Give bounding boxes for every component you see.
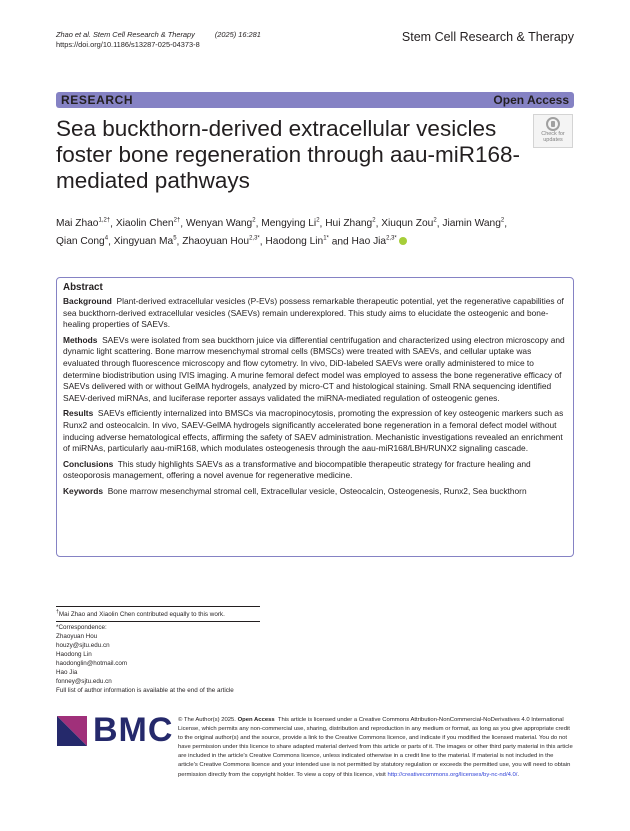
citation-volume: (2025) 16:281 xyxy=(214,30,261,39)
contact-email[interactable]: haodonglin@hotmail.com xyxy=(56,660,128,667)
abstract-results: Results SAEVs efficiently internalized into BMSCs via macropinocytosis, promoting the expression of key osteogenic markers such as Runx2 and osteocalcin. In vivo, SAEV-GelMA hydrogels significantly accelerated bone regeneration in a femoral defect model without inducing adverse hematological effects, affirming the safety of SAEV administration. Mechanistic investigations revealed an enrichment of miRNAs, particularly aau-miR168, which modulates osteogenesis through the aau-miR168/LBH/RUNX2 signaling cascade. xyxy=(63,408,564,454)
article-type: RESEARCH xyxy=(61,93,134,107)
running-header-citation xyxy=(56,30,261,50)
author-info-note: Full list of author information is available at the end of the article xyxy=(56,687,234,694)
contact-name: Zhaoyuan Hou xyxy=(56,633,98,640)
article-title: Sea buckthorn-derived extracellular vesicles foster bone regeneration through aau-miR168-mediated pathways xyxy=(56,116,521,193)
author: Hui Zhang$^2$ xyxy=(325,218,376,230)
author: Xiaolin Chen$^{2\dagger}$ xyxy=(115,218,181,230)
article-type-banner xyxy=(56,92,574,108)
doi-link[interactable]: https://doi.org/10.1186/s13287-025-04373-8 xyxy=(56,40,200,49)
author: Qian Cong$^4$ xyxy=(56,235,109,248)
bmc-logo-icon xyxy=(57,716,87,746)
abstract-heading: Abstract xyxy=(63,282,103,293)
license-link[interactable]: http://creativecommons.org/licenses/by-nc-nd/4.0/ xyxy=(387,771,518,778)
footnote-divider xyxy=(56,606,260,607)
author: Mai Zhao$^{1,2\dagger}$ xyxy=(56,218,111,230)
check-for-updates-badge[interactable] xyxy=(533,114,573,148)
contact-name: Haodong Lin xyxy=(56,651,92,658)
footnote-divider-2 xyxy=(56,621,260,622)
author-list: Mai Zhao$^{1,2\dagger}$, Xiaolin Chen$^{2\dagger}$, Wenyan Wang$^2$, Mengying Li$^2$, Hui Zhang$^2$, Xiuqun Zou$^2$, Jiamin Wang$^2$, Qian Cong$^4$, Xingyuan Ma$^5$, Zhaoyuan Hou$^{2,3*}$, Haodong Lin$^{1*}$ and Hao Jia$^{2,3*}$ xyxy=(56,218,508,248)
author: Haodong Lin$^{1*}$ xyxy=(265,235,329,248)
bmc-logo-text: BMC xyxy=(93,711,174,749)
open-access-label: Open Access xyxy=(493,93,569,107)
abstract-conclusions: Conclusions This study highlights SAEVs as a transformative and biocompatible therapeutic strategy for fracture healing and osteoporosis management, offering a novel avenue for regenerative medicine. xyxy=(63,458,531,481)
author: Xingyuan Ma$^5$ xyxy=(113,235,177,248)
bookmark-icon xyxy=(546,117,560,131)
citation-authors: Zhao et al. Stem Cell Research & Therapy xyxy=(56,30,195,39)
check-for-updates-text: Check for xyxy=(541,131,565,137)
author: Zhaoyuan Hou$^{2,3*}$ xyxy=(182,235,260,248)
author: Jiamin Wang$^2$ xyxy=(442,218,505,230)
abstract-background: Background Plant-derived extracellular vesicles (P-EVs) possess remarkable therapeutic potential, yet the regenerative capabilities of sea buckthorn-derived extracellular vesicles (SAEVs) remain underexplored. This study aims to elucidate the osteogenic and bone-healing properties of SAEVs. xyxy=(63,296,564,330)
check-for-updates-text2: updates xyxy=(543,137,563,143)
license-statement: © The Author(s) 2025. Open Access This article is licensed under a Creative Commons Attribution-NonCommercial-NoDerivatives 4.0 International License, which permits any non-commercial use, sharing, distribution and reproduction in any medium or format, as long as you give appropriate credit to the original author(s) and the source, provide a link to the Creative Commons licence, and indicate if you modified the licensed material. You do not have permission under this licence to share adapted material derived from this article or parts of it. The images or other third party material in this article are included in the article's Creative Commons licence, unless indicated otherwise in a credit line to the material. If material is not included in the article's Creative Commons licence and your intended use is not permitted by statutory regulation or exceeds the permitted use, you will need to obtain permission directly from the copyright holder. To view a copy of this licence, visit http://creativecommons.org/licenses/by-nc-nd/4.0/. xyxy=(178,717,573,778)
abstract-methods: Methods SAEVs were isolated from sea buckthorn juice via differential centrifugation and characterized using electron microscopy and dynamic light scattering. Bone marrow mesenchymal stromal cells (BMSCs) were treated with SAEVs, and cellular uptake was evaluated through fluorescence microscopy and flow cytometry. In vivo, DiD-labeled SAEVs were orally administered to mice to determine biodistribution using IVIS imaging. A murine femoral defect model was employed to assess the bone regenerative efficacy of SAEVs delivered with or without GelMA hydrogels, analyzed by micro-CT and histological staining. Small RNA sequencing identified SAEV-derived miRNAs, and luciferase reporter assays validated the miRNA-mediated regulation of osteogenic genes. xyxy=(63,334,565,403)
abstract-keywords: Keywords Bone marrow mesenchymal stromal cell, Extracellular vesicle, Osteocalcin, Osteogenesis, Runx2, Sea buckthorn xyxy=(63,485,527,496)
author: Hao Jia$^{2,3*}$ xyxy=(351,235,397,248)
correspondence-label: *Correspondence: xyxy=(56,624,107,631)
equal-contribution-note: †Mai Zhao and Xiaolin Chen contributed equally to this work. xyxy=(56,609,225,619)
contact-email[interactable]: fonney@sjtu.edu.cn xyxy=(56,678,112,685)
abstract-box xyxy=(56,277,574,557)
orcid-icon[interactable] xyxy=(399,237,407,245)
journal-name: Stem Cell Research & Therapy xyxy=(401,30,574,44)
contact-name: Hao Jia xyxy=(56,669,78,676)
contact-email[interactable]: houzy@sjtu.edu.cn xyxy=(56,642,110,649)
author: Mengying Li$^2$ xyxy=(261,218,320,230)
correspondence-block xyxy=(56,623,234,695)
author: Xiuqun Zou$^2$ xyxy=(381,218,437,230)
author: Wenyan Wang$^2$ xyxy=(185,218,256,230)
